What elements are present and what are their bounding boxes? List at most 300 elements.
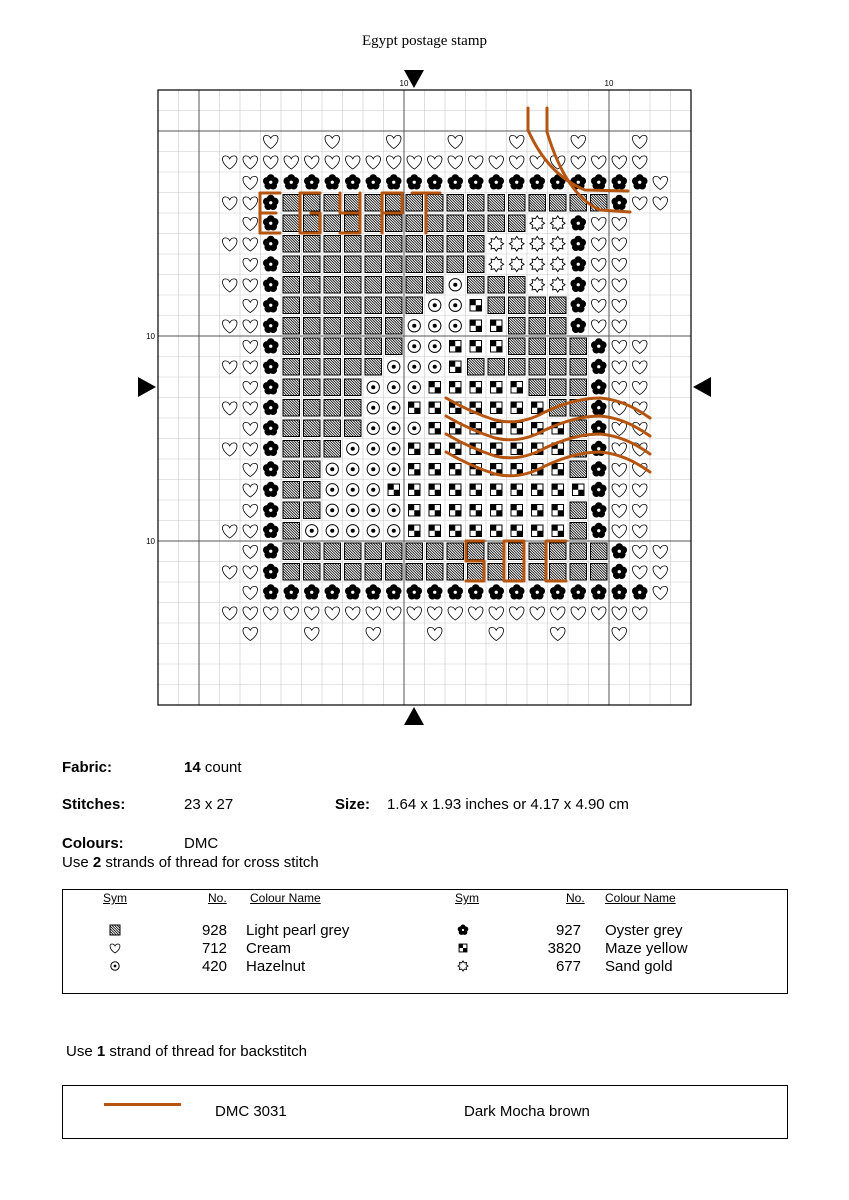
stitch-symbol <box>470 341 481 352</box>
stitch-symbol <box>429 484 440 495</box>
stitch-symbol <box>632 340 647 353</box>
legend-right-name-3: Sand gold <box>605 958 673 975</box>
stitch-symbol <box>532 525 543 536</box>
legend-left-no-1: 928 <box>201 922 227 939</box>
stitch-symbol <box>409 525 420 536</box>
stitch-symbol <box>550 216 565 231</box>
stitch-symbol <box>347 525 359 537</box>
stitch-symbol <box>612 525 627 538</box>
stitch-symbol <box>407 607 422 620</box>
stitch-symbol <box>429 443 440 454</box>
stitch-symbol <box>570 215 586 230</box>
stitch-symbol <box>509 584 525 599</box>
stitch-symbol <box>632 545 647 558</box>
stitch-symbol <box>222 361 237 374</box>
legend-right-no-3: 677 <box>555 958 581 975</box>
stitch-symbol <box>263 174 279 189</box>
stitch-symbol <box>243 258 258 271</box>
stitch-symbol <box>450 464 461 475</box>
stitch-symbol <box>509 174 525 189</box>
stitch-symbol <box>304 156 319 169</box>
stitch-symbol <box>632 174 648 189</box>
legend-right-name-2: Maze yellow <box>605 940 688 957</box>
stitch-symbol <box>243 504 258 517</box>
stitch-symbol <box>409 505 420 516</box>
stitch-symbol <box>367 422 379 434</box>
stitch-symbol <box>407 156 422 169</box>
stitch-symbol <box>653 197 668 210</box>
stitch-symbol <box>450 382 461 393</box>
stitch-symbol <box>571 156 586 169</box>
size-value: 1.64 x 1.93 inches or 4.17 x 4.90 cm <box>387 796 629 813</box>
stitch-symbol <box>470 300 481 311</box>
stitch-symbol <box>470 320 481 331</box>
stitch-symbol <box>326 463 338 475</box>
stitch-symbol <box>388 422 400 434</box>
stitch-symbol <box>427 627 442 640</box>
stitch-symbol <box>489 156 504 169</box>
stitch-symbol <box>243 156 258 169</box>
stitch-symbol <box>365 174 381 189</box>
stitch-symbol <box>243 176 258 189</box>
stitch-symbol <box>449 299 461 311</box>
stitch-symbol <box>511 505 522 516</box>
heart-outline-icon <box>108 941 122 955</box>
stitch-symbol <box>612 238 627 251</box>
grid-major-label: 10 <box>399 79 409 88</box>
stitch-symbol <box>304 584 320 599</box>
stitch-symbol <box>530 607 545 620</box>
stitch-symbol <box>283 584 299 599</box>
stitch-symbol <box>409 464 420 475</box>
stitch-symbol <box>449 279 461 291</box>
stitch-symbol <box>591 156 606 169</box>
stitch-symbol <box>284 607 299 620</box>
stitch-symbol <box>488 174 504 189</box>
stitch-symbol <box>429 340 441 352</box>
stitch-symbol <box>511 484 522 495</box>
stitch-symbol <box>386 607 401 620</box>
stitch-symbol <box>408 340 420 352</box>
stitch-symbol <box>345 584 361 599</box>
stitch-symbol <box>429 505 440 516</box>
stitch-symbol <box>409 443 420 454</box>
stitch-symbol <box>326 504 338 516</box>
stitch-symbol <box>550 257 565 272</box>
stitch-symbol <box>347 443 359 455</box>
stitch-symbol <box>509 156 524 169</box>
stitch-symbol <box>552 464 563 475</box>
legend-left-name-3: Hazelnut <box>246 958 306 975</box>
legend-left-no-2: 712 <box>201 940 227 957</box>
stitch-symbol <box>530 277 545 292</box>
stitch-symbol <box>409 402 420 413</box>
stitch-symbol <box>406 174 422 189</box>
stitch-symbol <box>591 238 606 251</box>
stitch-symbol <box>324 174 340 189</box>
stitch-symbol <box>367 504 379 516</box>
stitch-symbol <box>491 443 502 454</box>
stitch-symbol <box>591 359 607 374</box>
stitch-symbol <box>591 299 606 312</box>
stitch-symbol <box>491 484 502 495</box>
stitch-symbol <box>611 174 627 189</box>
stitch-symbol <box>450 484 461 495</box>
stitch-symbol <box>570 277 586 292</box>
stitch-symbol <box>263 359 279 374</box>
legend-header-no-2: No. <box>566 891 585 905</box>
stitch-symbol <box>243 340 258 353</box>
stitch-symbol <box>429 320 441 332</box>
stitch-symbol <box>222 320 237 333</box>
stitch-symbol <box>386 174 402 189</box>
stitch-symbol <box>591 258 606 271</box>
stitch-symbol <box>530 216 545 231</box>
stitch-symbol <box>511 423 522 434</box>
stitch-symbol <box>591 607 606 620</box>
stitch-symbol <box>612 484 627 497</box>
colours-label: Colours: <box>62 835 124 852</box>
stitch-symbol <box>263 564 279 579</box>
stitch-symbol <box>632 504 647 517</box>
legend-left-name-2: Cream <box>246 940 292 957</box>
stitch-symbol <box>367 525 379 537</box>
stitch-symbol <box>591 217 606 230</box>
stitch-symbol <box>612 463 627 476</box>
stitch-symbol <box>591 379 607 394</box>
stitch-symbol <box>243 463 258 476</box>
stitch-symbol <box>263 502 279 517</box>
stitch-symbol <box>386 135 401 148</box>
stitch-symbol <box>552 505 563 516</box>
stitch-symbol <box>326 525 338 537</box>
stitch-symbol <box>326 484 338 496</box>
stitch-symbol <box>450 361 461 372</box>
stitch-symbol <box>388 504 400 516</box>
stitch-symbol <box>304 174 320 189</box>
stitch-symbol <box>222 566 237 579</box>
stitch-symbol <box>509 257 524 272</box>
stitch-symbol <box>511 525 522 536</box>
stitch-symbol <box>263 420 279 435</box>
grid-major-label: 10 <box>604 79 614 88</box>
stitch-symbol <box>409 484 420 495</box>
stitch-symbol <box>429 361 441 373</box>
stitch-symbol <box>243 566 258 579</box>
stitch-symbol <box>243 320 258 333</box>
stitch-symbol <box>491 525 502 536</box>
stitch-symbol <box>612 340 627 353</box>
stitch-symbol <box>552 484 563 495</box>
stitch-symbol <box>529 174 545 189</box>
stitch-symbol <box>571 607 586 620</box>
legend-header-sym-2: Sym <box>455 891 479 905</box>
stitch-symbol <box>347 484 359 496</box>
sun-outline-icon <box>456 959 470 973</box>
stitch-symbol <box>429 382 440 393</box>
stitches-label: Stitches: <box>62 796 126 813</box>
stitch-symbol <box>427 607 442 620</box>
stitch-symbol <box>570 297 586 312</box>
stitch-symbol <box>653 566 668 579</box>
stitch-symbol <box>243 525 258 538</box>
backstitch-legend <box>62 1085 788 1139</box>
stitch-symbol <box>611 543 627 558</box>
stitch-symbol <box>222 279 237 292</box>
stitch-symbol <box>489 627 504 640</box>
pattern-square-icon <box>108 923 122 937</box>
stitch-symbol <box>427 584 443 599</box>
stitch-symbol <box>263 584 279 599</box>
stitch-symbol <box>243 381 258 394</box>
stitch-symbol <box>571 135 586 148</box>
stitch-symbol <box>243 422 258 435</box>
stitch-symbol <box>324 584 340 599</box>
stitch-symbol <box>550 607 565 620</box>
stitch-symbol <box>612 504 627 517</box>
stitch-symbol <box>243 586 258 599</box>
center-arrow-icon <box>138 377 156 397</box>
stitch-symbol <box>511 402 522 413</box>
stitch-symbol <box>591 502 607 517</box>
legend-right-no-1: 927 <box>555 922 581 939</box>
stitch-symbol <box>632 361 647 374</box>
stitch-symbol <box>591 584 607 599</box>
legend-header-name: Colour Name <box>250 891 321 905</box>
stitch-symbol <box>263 523 279 538</box>
stitch-symbol <box>612 361 627 374</box>
stitch-symbol <box>591 482 607 497</box>
stitch-symbol <box>491 402 502 413</box>
stitch-symbol <box>243 299 258 312</box>
stitch-symbol <box>263 277 279 292</box>
stitch-symbol <box>263 156 278 169</box>
stitch-symbol <box>304 607 319 620</box>
stitch-symbol <box>450 443 461 454</box>
stitch-symbol <box>222 607 237 620</box>
stitch-symbol <box>347 463 359 475</box>
stitch-symbol <box>263 379 279 394</box>
stitch-symbol <box>447 174 463 189</box>
stitch-symbol <box>388 402 400 414</box>
stitch-symbol <box>367 484 379 496</box>
stitch-symbol <box>632 566 647 579</box>
stitch-symbol <box>366 627 381 640</box>
dot-circle-icon <box>108 959 122 973</box>
stitch-symbol <box>325 156 340 169</box>
stitch-symbol <box>263 441 279 456</box>
stitch-symbol <box>366 156 381 169</box>
stitches-value: 23 x 27 <box>184 796 234 813</box>
stitch-symbol <box>632 607 647 620</box>
stitch-symbol <box>345 607 360 620</box>
stitch-symbol <box>470 525 481 536</box>
stitch-symbol <box>304 627 319 640</box>
stitch-symbol <box>429 402 440 413</box>
stitch-symbol <box>263 461 279 476</box>
stitch-symbol <box>447 584 463 599</box>
stitch-symbol <box>632 525 647 538</box>
stitch-symbol <box>429 299 441 311</box>
stitch-symbol <box>632 484 647 497</box>
stitch-symbol <box>570 584 586 599</box>
checker-square-icon <box>456 941 470 955</box>
stitch-symbol <box>429 423 440 434</box>
stitch-symbol <box>532 505 543 516</box>
stitch-symbol <box>386 584 402 599</box>
stitch-symbol <box>653 545 668 558</box>
backstitch-line-sample <box>104 1103 181 1106</box>
stitch-symbol <box>509 607 524 620</box>
stitch-symbol <box>243 545 258 558</box>
stitch-symbol <box>489 236 504 251</box>
stitch-symbol <box>591 338 607 353</box>
legend-header-no: No. <box>208 891 227 905</box>
stitch-symbol <box>263 400 279 415</box>
legend-right-name-1: Oyster grey <box>605 922 683 939</box>
stitch-symbol <box>591 279 606 292</box>
stitch-symbol <box>552 525 563 536</box>
legend-left-no-3: 420 <box>201 958 227 975</box>
legend-header-name-2: Colour Name <box>605 891 676 905</box>
stitch-symbol <box>550 627 565 640</box>
stitch-symbol <box>243 238 258 251</box>
backstitch-strands-note: Use 1 strand of thread for backstitch <box>66 1043 307 1060</box>
stitch-symbol <box>530 236 545 251</box>
stitch-symbol <box>222 402 237 415</box>
fabric-label: Fabric: <box>62 759 113 776</box>
stitch-symbol <box>408 381 420 393</box>
stitch-symbol <box>450 525 461 536</box>
stitch-symbol <box>408 320 420 332</box>
stitch-symbol <box>491 320 502 331</box>
stitch-symbol <box>489 607 504 620</box>
stitch-symbol <box>632 135 647 148</box>
stitch-symbol <box>448 156 463 169</box>
stitch-symbol <box>511 443 522 454</box>
stitch-symbol <box>450 341 461 352</box>
stitch-symbol <box>222 197 237 210</box>
stitch-symbol <box>612 381 627 394</box>
stitch-symbol <box>367 463 379 475</box>
stitch-symbol <box>491 423 502 434</box>
stitch-symbol <box>550 277 565 292</box>
stitch-symbol <box>365 584 381 599</box>
stitch-symbol <box>632 156 647 169</box>
stitch-symbol <box>263 215 279 230</box>
stitch-symbol <box>263 236 279 251</box>
backstitch-cancel-wave <box>446 416 650 440</box>
stitch-symbol <box>388 463 400 475</box>
stitch-symbol <box>570 236 586 251</box>
stitch-symbol <box>427 156 442 169</box>
stitch-symbol <box>263 482 279 497</box>
center-arrow-icon <box>693 377 711 397</box>
stitch-symbol <box>367 402 379 414</box>
stitch-symbol <box>263 135 278 148</box>
stitch-symbol <box>263 318 279 333</box>
stitch-symbol <box>491 382 502 393</box>
stitch-symbol <box>509 135 524 148</box>
stitch-symbol <box>612 156 627 169</box>
stitch-symbol <box>388 443 400 455</box>
stitch-symbol <box>243 279 258 292</box>
stitch-symbol <box>222 238 237 251</box>
stitch-symbol <box>509 236 524 251</box>
stitch-symbol <box>448 607 463 620</box>
stitch-symbol <box>530 257 545 272</box>
backstitch-code: DMC 3031 <box>215 1103 287 1120</box>
pattern-title: Egypt postage stamp <box>362 33 487 49</box>
stitch-symbol <box>511 382 522 393</box>
stitch-symbol <box>570 256 586 271</box>
stitch-symbol <box>263 195 279 210</box>
center-arrow-icon <box>404 707 424 725</box>
stitch-symbol <box>388 525 400 537</box>
stitch-symbol <box>612 279 627 292</box>
stitch-symbol <box>489 257 504 272</box>
stitch-symbol <box>263 256 279 271</box>
stitch-symbol <box>612 299 627 312</box>
colour-legend <box>62 889 788 994</box>
legend-left-name-1: Light pearl grey <box>246 922 350 939</box>
legend-right-no-2: 3820 <box>547 940 581 957</box>
stitch-symbol <box>470 505 481 516</box>
stitch-symbol <box>306 525 318 537</box>
stitch-symbol <box>632 381 647 394</box>
stitch-symbol <box>529 584 545 599</box>
stitch-symbol <box>406 584 422 599</box>
stitch-symbol <box>653 586 668 599</box>
flower-icon <box>456 923 470 937</box>
stitch-symbol <box>570 318 586 333</box>
stitch-symbol <box>366 607 381 620</box>
stitch-symbol <box>345 174 361 189</box>
stitch-symbol <box>591 461 607 476</box>
stitch-symbol <box>284 156 299 169</box>
stitch-symbol <box>222 156 237 169</box>
stitch-symbol <box>388 381 400 393</box>
stitch-symbol <box>283 174 299 189</box>
stitch-symbol <box>325 135 340 148</box>
stitch-symbol <box>388 361 400 373</box>
stitch-symbol <box>491 341 502 352</box>
stitch-symbol <box>532 484 543 495</box>
stitch-symbol <box>612 627 627 640</box>
stitch-symbol <box>611 195 627 210</box>
stitch-symbol <box>612 422 627 435</box>
stitch-symbol <box>591 174 607 189</box>
stitch-symbol <box>591 320 606 333</box>
stitch-symbol <box>450 505 461 516</box>
stitch-symbol <box>573 484 584 495</box>
stitch-symbol <box>367 381 379 393</box>
stitch-symbol <box>367 443 379 455</box>
stitch-symbol <box>345 156 360 169</box>
stitch-symbol <box>386 156 401 169</box>
stitch-symbol <box>591 400 607 415</box>
stitch-symbol <box>612 320 627 333</box>
grid-major-label: 10 <box>146 537 155 546</box>
stitch-symbol <box>243 607 258 620</box>
stitch-symbol <box>612 217 627 230</box>
stitch-symbol <box>532 402 543 413</box>
stitch-symbol <box>325 607 340 620</box>
stitch-symbol <box>388 484 399 495</box>
stitch-symbol <box>243 197 258 210</box>
colours-value: DMC <box>184 835 219 852</box>
stitch-symbol <box>611 564 627 579</box>
